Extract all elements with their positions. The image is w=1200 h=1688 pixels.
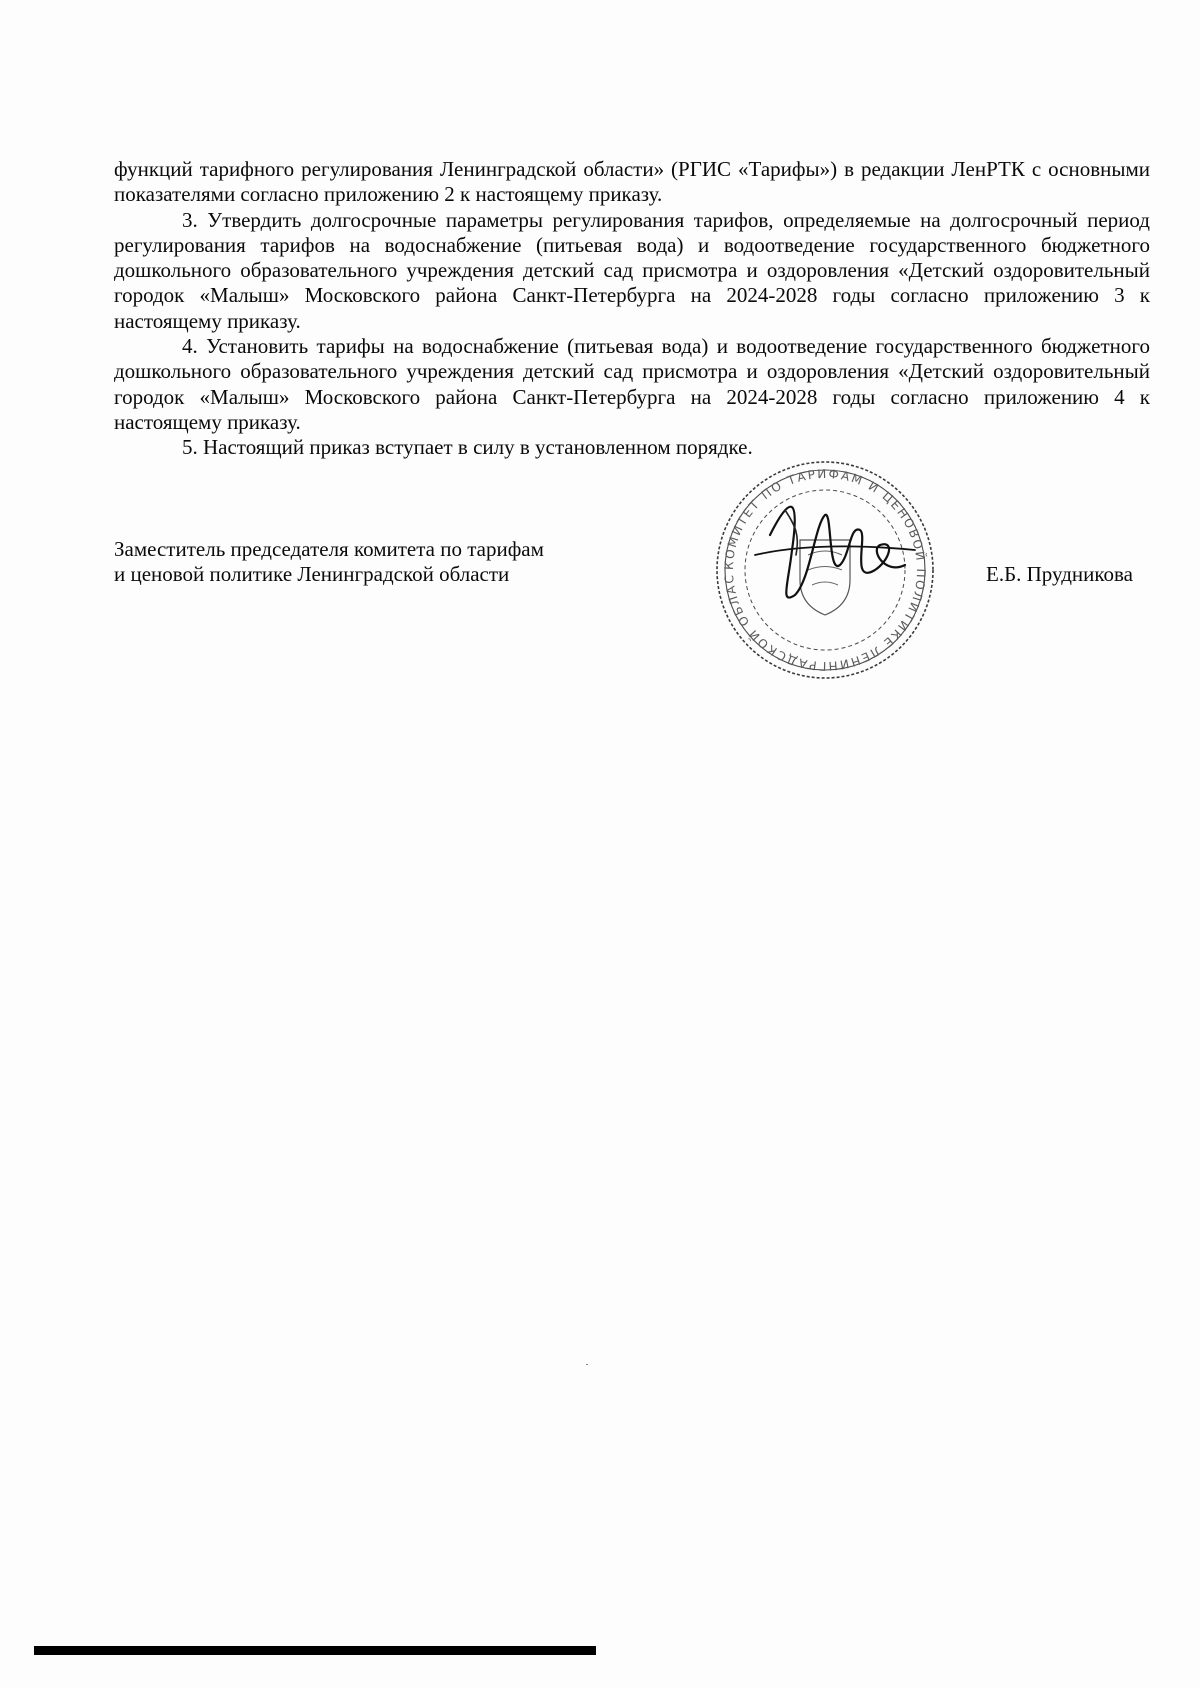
scan-edge-bar — [34, 1646, 596, 1655]
signer-position-line-1: Заместитель председателя комитета по тарифам — [114, 537, 544, 561]
paragraph-item-3: 3. Утвердить долгосрочные параметры регулирования тарифов, определяемые на долгосрочный период регулирования тарифов на водоснабжение (питьевая вода) и водоотведение государственного бюджетного дошкольного образовательного учреждения детский сад присмотра и оздоровления «Детский оздоровительный городок «Малыш» Московского района Санкт-Петербурга на 2024-2028 годы согласно приложению 3 к настоящему приказу. — [114, 207, 1150, 333]
order-body-text — [114, 157, 1150, 461]
signer-position — [114, 537, 544, 587]
paragraph-item-5: 5. Настоящий приказ вступает в силу в установленном порядке. — [182, 435, 753, 460]
paragraph-item-4: 4. Установить тарифы на водоснабжение (питьевая вода) и водоотведение государственного бюджетного дошкольного образовательного учреждения детский сад присмотра и оздоровления «Детский оздоровительный городок «Малыш» Московского района Санкт-Петербурга на 2024-2028 годы согласно приложению 4 к настоящему приказу. — [114, 334, 1150, 434]
paragraph-continuation: функций тарифного регулирования Ленинградской области» (РГИС «Тарифы») в редакции ЛенРТК с основными показателями согласно приложению 2 к настоящему приказу. — [114, 157, 1150, 207]
signer-position-line-2: и ценовой политике Ленинградской области — [114, 562, 510, 586]
svg-text:КОМИТЕТ ПО ТАРИФАМ И ЦЕНОВОЙ П: КОМИТЕТ ПО ТАРИФАМ И ЦЕНОВОЙ ПОЛИТИКЕ ЛЕНИНГРАДСКОЙ ОБЛАС — [721, 466, 929, 674]
scan-speck — [586, 1364, 588, 1365]
signer-name: Е.Б. Прудникова — [986, 562, 1133, 586]
official-seal-icon — [700, 455, 950, 685]
